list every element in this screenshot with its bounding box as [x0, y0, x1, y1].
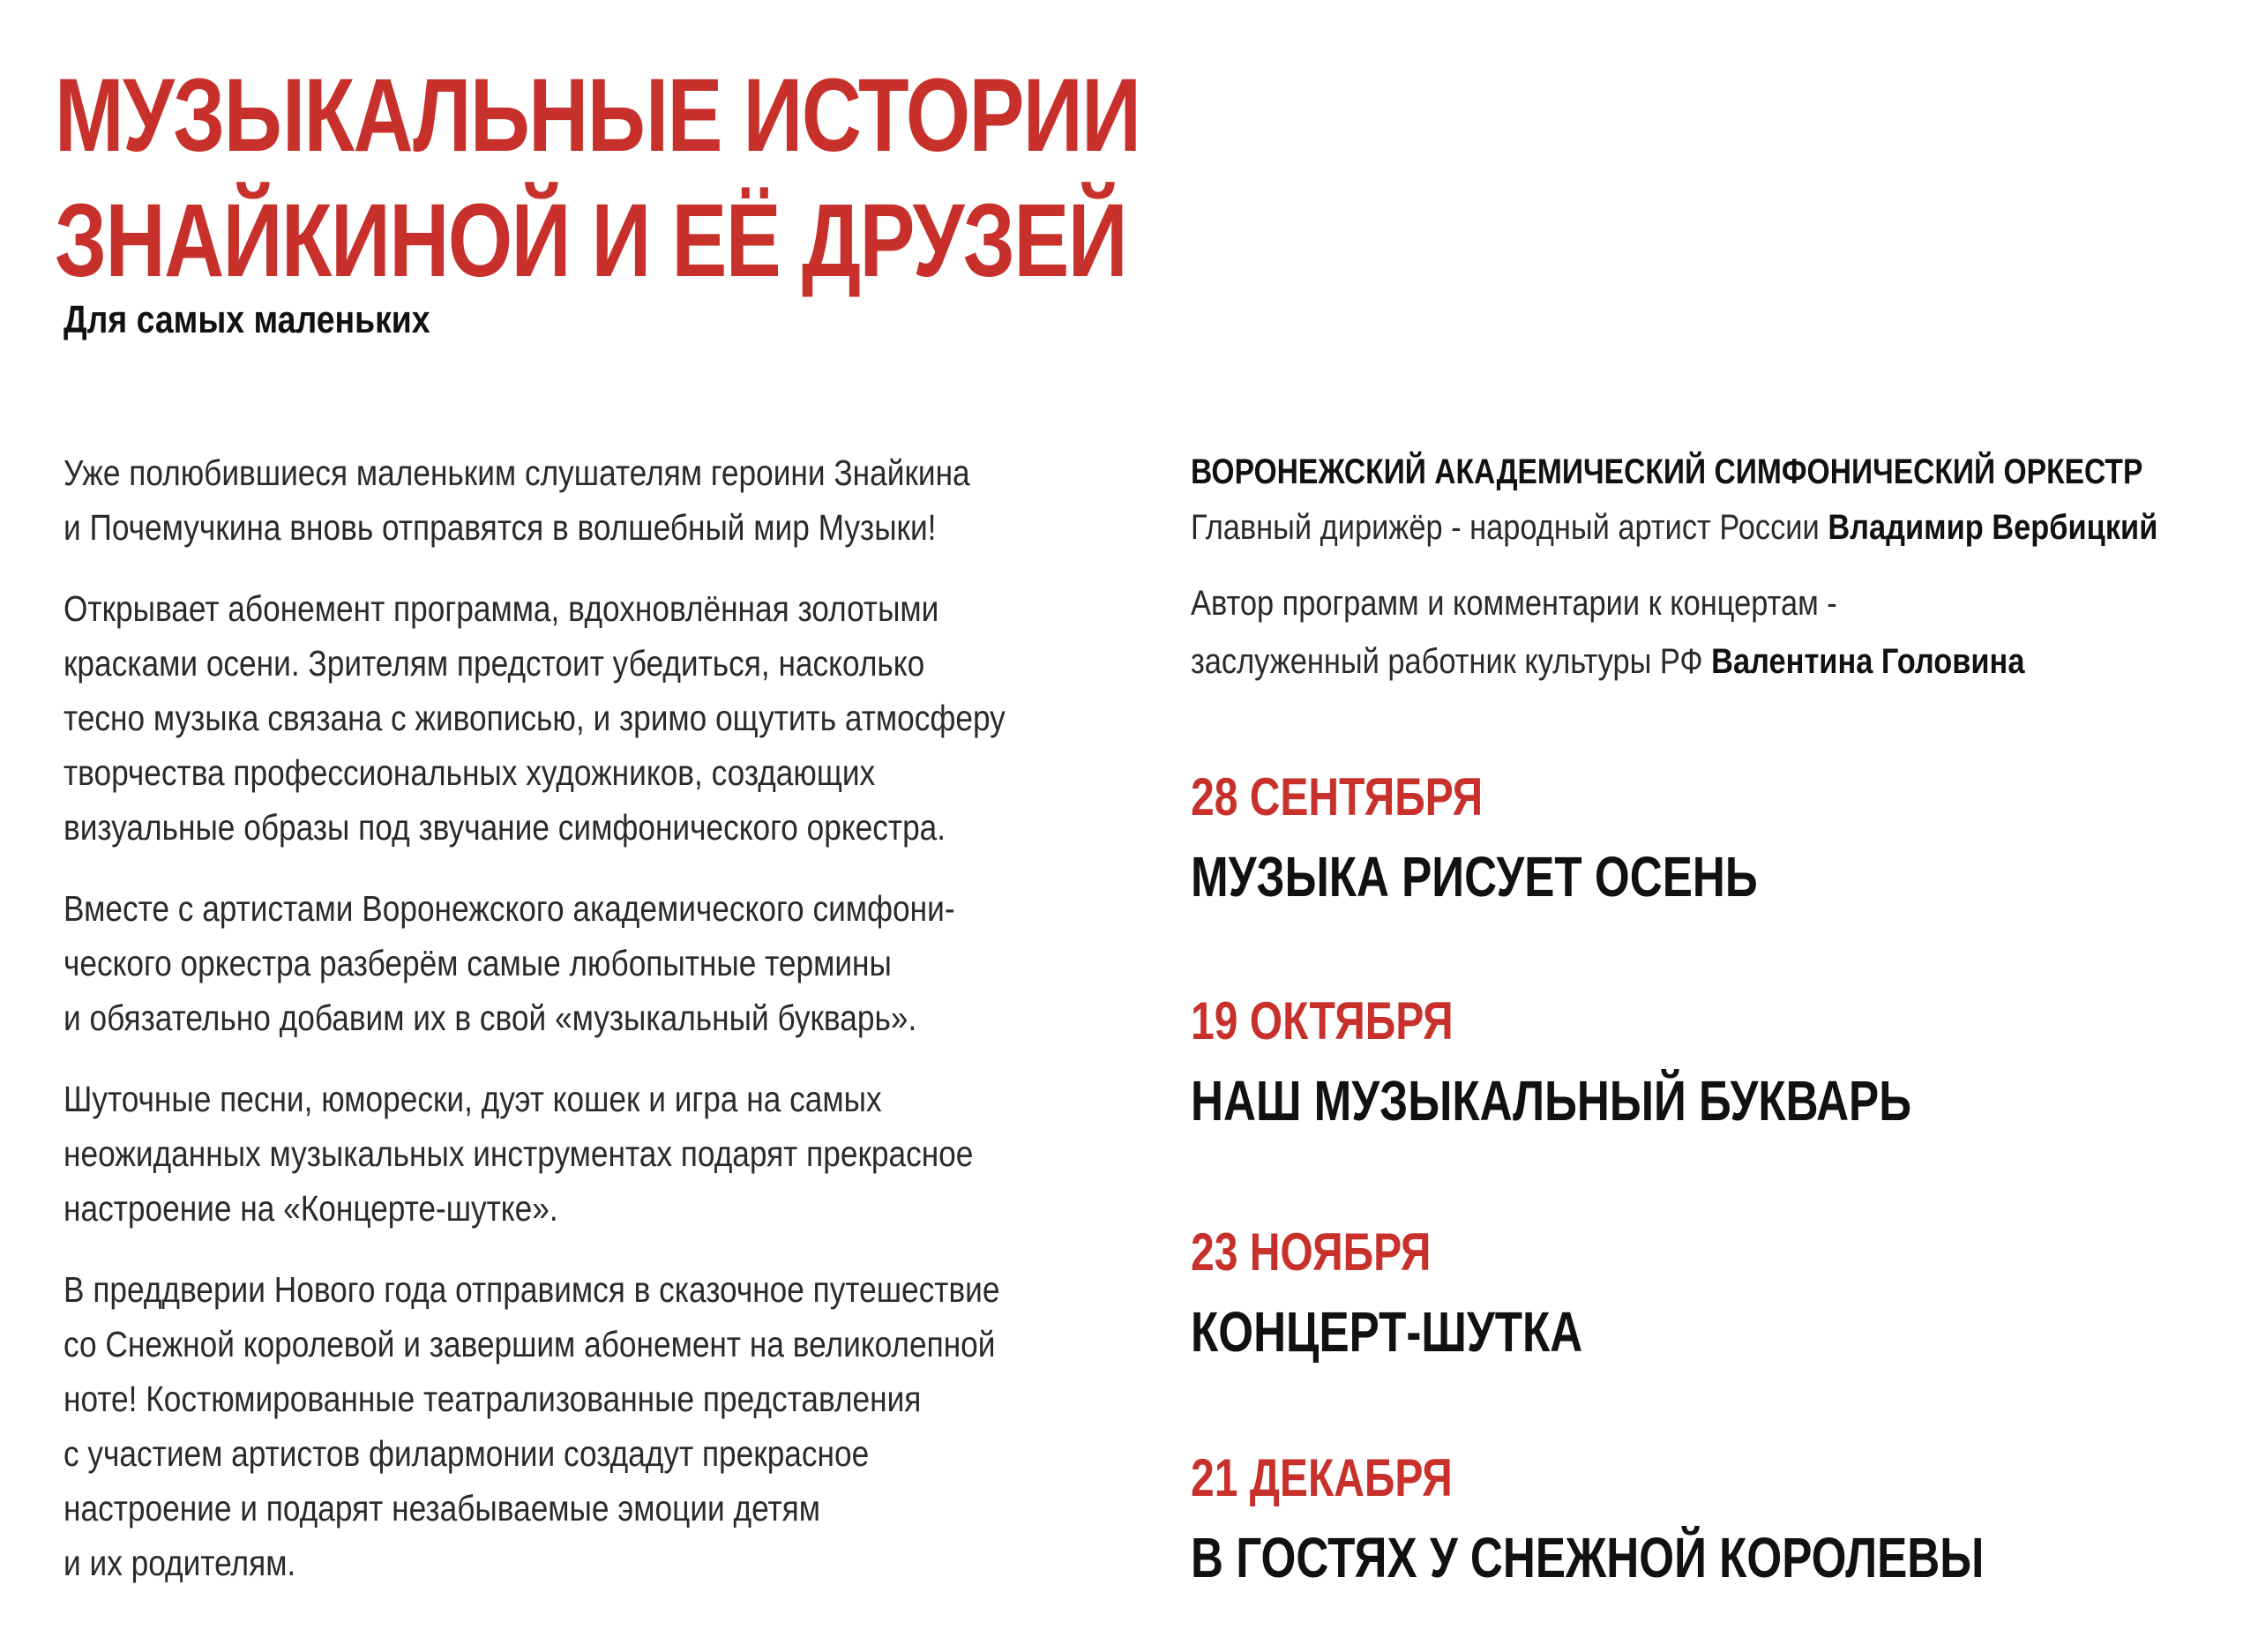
page-title [55, 53, 1140, 303]
title-line-2: ЗНАЙКИНОЙ И ЕЁ ДРУЗЕЙ [55, 183, 1126, 299]
description-paragraph-5 [64, 1262, 1004, 1590]
text-line: Уже полюбившиеся маленьким слушателям героини Знайкина [64, 452, 970, 493]
description-paragraph-4 [64, 1072, 1004, 1236]
author-credit [1191, 632, 2101, 691]
text-line: и Почемучкина вновь отправятся в волшебный мир Музыки! [64, 507, 937, 548]
conductor-credit [1191, 498, 2158, 557]
text-line: тесно музыка связана с живописью, и зримо ощутить атмосферу [64, 698, 1006, 738]
text-line: визуальные образы под звучание симфонического оркестра. [64, 807, 946, 848]
title-line-1: МУЗЫКАЛЬНЫЕ ИСТОРИИ [55, 57, 1140, 174]
event-item [1191, 1446, 2182, 1591]
event-date: 23 НОЯБРЯ [1191, 1222, 1432, 1282]
page-subtitle: Для самых маленьких [64, 298, 430, 341]
text-line: со Снежной королевой и завершим абонемент на великолепной [64, 1324, 996, 1364]
author-role-line-1: Автор программ и комментарии к концертам - [1191, 584, 1837, 623]
text-line: Шуточные песни, юморески, дуэт кошек и игра на самых [64, 1079, 882, 1119]
event-item [1191, 1221, 1680, 1365]
description-paragraph-3 [64, 881, 1004, 1045]
event-item [1191, 990, 2091, 1134]
text-line: настроение на «Концерте-шутке». [64, 1188, 558, 1229]
text-line: красками осени. Зрителям предстоит убедиться, насколько [64, 643, 925, 684]
text-line: Вместе с артистами Воронежского академического симфони- [64, 888, 955, 929]
author-name: Валентина Головина [1711, 642, 2025, 681]
event-title: МУЗЫКА РИСУЕТ ОСЕНЬ [1191, 845, 1758, 908]
text-line: и их родителям. [64, 1543, 296, 1583]
event-item [1191, 766, 1899, 910]
event-date: 28 СЕНТЯБРЯ [1191, 767, 1484, 826]
description-paragraph-1 [64, 445, 1004, 555]
conductor-role: Главный дирижёр - народный артист России [1191, 508, 1820, 547]
event-title: В ГОСТЯХ У СНЕЖНОЙ КОРОЛЕВЫ [1191, 1526, 1985, 1589]
event-date: 19 ОКТЯБРЯ [1191, 991, 1454, 1050]
text-line: ческого оркестра разберём самые любопытные термины [64, 943, 892, 983]
text-line: ноте! Костюмированные театрализованные представления [64, 1379, 922, 1419]
author-role-line-2: заслуженный работник культуры РФ [1191, 642, 1703, 681]
text-line: и обязательно добавим их в свой «музыкальный букварь». [64, 998, 917, 1038]
text-line: творчества профессиональных художников, создающих [64, 752, 876, 793]
description-column [64, 445, 1157, 1617]
text-line: неожиданных музыкальных инструментах подарят прекрасное [64, 1133, 974, 1174]
credits-block [1191, 445, 2249, 691]
text-line: с участием артистов филармонии создадут прекрасное [64, 1433, 870, 1474]
orchestra-name: ВОРОНЕЖСКИЙ АКАДЕМИЧЕСКИЙ СИМФОНИЧЕСКИЙ ОРКЕСТР [1191, 452, 2143, 491]
text-line: настроение и подарят незабываемые эмоции детям [64, 1488, 821, 1529]
description-paragraph-2 [64, 581, 1004, 855]
conductor-name: Владимир Вербицкий [1828, 508, 2158, 547]
event-title: НАШ МУЗЫКАЛЬНЫЙ БУКВАРЬ [1191, 1069, 1911, 1132]
event-title: КОНЦЕРТ-ШУТКА [1191, 1300, 1583, 1364]
event-date: 21 ДЕКАБРЯ [1191, 1448, 1453, 1507]
text-line: В преддверии Нового года отправимся в сказочное путешествие [64, 1269, 1000, 1310]
text-line: Открывает абонемент программа, вдохновлённая золотыми [64, 588, 939, 629]
